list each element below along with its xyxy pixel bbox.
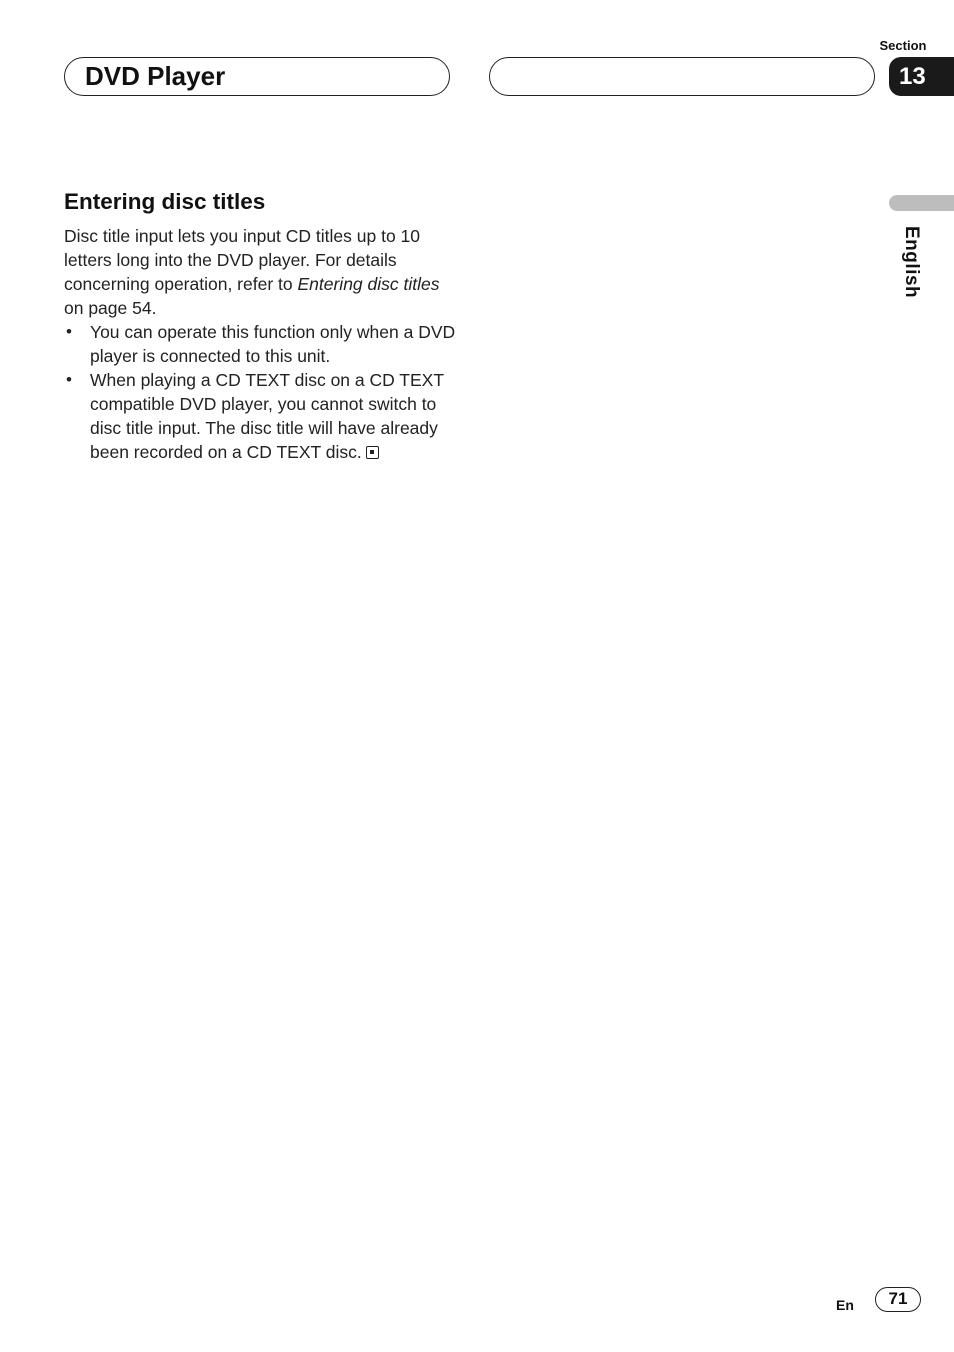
chapter-title-box xyxy=(64,57,450,96)
list-item-text: You can operate this function only when a DVD player is connected to this unit. xyxy=(90,322,456,366)
list-item xyxy=(64,368,456,464)
header-right-box xyxy=(489,57,875,96)
list-item-text: When playing a CD TEXT disc on a CD TEXT compatible DVD player, you cannot switch to disc title input. The disc title will have already been recorded on a CD TEXT disc. xyxy=(90,370,444,462)
intro-text-end: on page 54. xyxy=(64,298,157,318)
notes-list xyxy=(64,320,456,464)
intro-paragraph xyxy=(64,224,456,320)
language-label: English xyxy=(901,226,922,299)
language-tab-bar xyxy=(889,195,954,211)
footer-language-code: En xyxy=(836,1297,854,1313)
section-number-tab: 13 xyxy=(889,57,954,96)
section-label: Section xyxy=(879,38,927,53)
main-content xyxy=(64,186,456,464)
section-heading: Entering disc titles xyxy=(64,189,266,214)
chapter-title: DVD Player xyxy=(85,61,226,91)
list-item xyxy=(64,320,456,368)
intro-text: Disc title input lets you input CD titles up to 10 letters long into the DVD player. For details concerning operation, refer to xyxy=(64,226,421,294)
page-number: 71 xyxy=(875,1287,921,1312)
end-of-section-icon xyxy=(366,446,379,459)
page-reference: Entering disc titles xyxy=(297,274,440,294)
